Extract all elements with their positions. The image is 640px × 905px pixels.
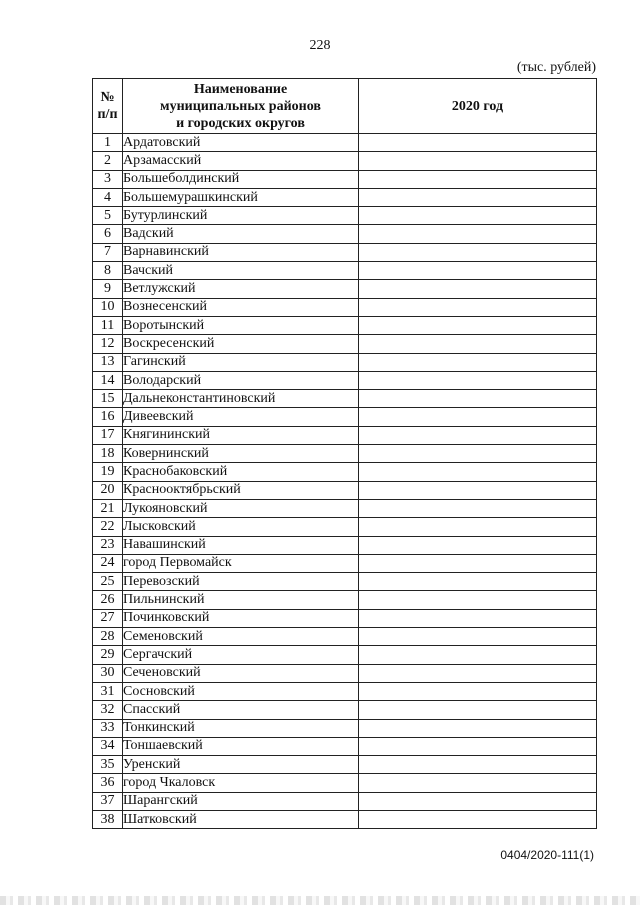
row-number: 35 bbox=[93, 756, 123, 774]
value-2020 bbox=[359, 774, 597, 792]
table-row bbox=[93, 499, 597, 517]
table-row bbox=[93, 152, 597, 170]
value-2020 bbox=[359, 646, 597, 664]
row-number: 26 bbox=[93, 591, 123, 609]
table-row bbox=[93, 207, 597, 225]
districts-table bbox=[92, 78, 597, 829]
value-2020 bbox=[359, 536, 597, 554]
value-2020 bbox=[359, 152, 597, 170]
value-2020 bbox=[359, 591, 597, 609]
value-2020 bbox=[359, 371, 597, 389]
district-name: Лукояновский bbox=[123, 499, 359, 517]
value-2020 bbox=[359, 188, 597, 206]
page-number: 228 bbox=[309, 38, 331, 53]
district-name: Шатковский bbox=[123, 810, 359, 828]
district-name: Семеновский bbox=[123, 628, 359, 646]
row-number: 36 bbox=[93, 774, 123, 792]
scan-edge bbox=[0, 896, 640, 905]
value-2020 bbox=[359, 335, 597, 353]
row-number: 19 bbox=[93, 463, 123, 481]
table-row bbox=[93, 225, 597, 243]
district-name: Краснобаковский bbox=[123, 463, 359, 481]
row-number: 7 bbox=[93, 243, 123, 261]
table-row bbox=[93, 682, 597, 700]
value-2020 bbox=[359, 426, 597, 444]
district-name: Сергачский bbox=[123, 646, 359, 664]
district-name: Гагинский bbox=[123, 353, 359, 371]
district-name: Сеченовский bbox=[123, 664, 359, 682]
value-2020 bbox=[359, 737, 597, 755]
row-number: 6 bbox=[93, 225, 123, 243]
row-number: 33 bbox=[93, 719, 123, 737]
row-number: 37 bbox=[93, 792, 123, 810]
row-number: 13 bbox=[93, 353, 123, 371]
table-row bbox=[93, 774, 597, 792]
table-row bbox=[93, 426, 597, 444]
row-number: 25 bbox=[93, 573, 123, 591]
district-name: Дальнеконстантиновский bbox=[123, 390, 359, 408]
table-row bbox=[93, 188, 597, 206]
table-row bbox=[93, 408, 597, 426]
header-num: № п/п bbox=[93, 79, 123, 134]
row-number: 27 bbox=[93, 609, 123, 627]
table-row bbox=[93, 445, 597, 463]
value-2020 bbox=[359, 664, 597, 682]
row-number: 31 bbox=[93, 682, 123, 700]
row-number: 18 bbox=[93, 445, 123, 463]
district-name: Воскресенский bbox=[123, 335, 359, 353]
district-name: Ветлужский bbox=[123, 280, 359, 298]
row-number: 32 bbox=[93, 701, 123, 719]
table-row bbox=[93, 591, 597, 609]
district-name: Шарангский bbox=[123, 792, 359, 810]
district-name: Лысковский bbox=[123, 518, 359, 536]
district-name: Воротынский bbox=[123, 316, 359, 334]
value-2020 bbox=[359, 792, 597, 810]
district-name: Бутурлинский bbox=[123, 207, 359, 225]
district-name: Пильнинский bbox=[123, 591, 359, 609]
table-row bbox=[93, 719, 597, 737]
value-2020 bbox=[359, 756, 597, 774]
value-2020 bbox=[359, 682, 597, 700]
district-name: Краснооктябрьский bbox=[123, 481, 359, 499]
table-row bbox=[93, 280, 597, 298]
table-row bbox=[93, 756, 597, 774]
row-number: 34 bbox=[93, 737, 123, 755]
row-number: 1 bbox=[93, 134, 123, 152]
district-name: Уренский bbox=[123, 756, 359, 774]
table-row bbox=[93, 298, 597, 316]
table-row bbox=[93, 536, 597, 554]
district-name: Сосновский bbox=[123, 682, 359, 700]
table-row bbox=[93, 792, 597, 810]
row-number: 2 bbox=[93, 152, 123, 170]
district-name: Вознесенский bbox=[123, 298, 359, 316]
district-name: Ковернинский bbox=[123, 445, 359, 463]
value-2020 bbox=[359, 518, 597, 536]
table-row bbox=[93, 518, 597, 536]
district-name: Тоншаевский bbox=[123, 737, 359, 755]
document-code: 0404/2020-111(1) bbox=[500, 848, 594, 862]
district-name: Арзамасский bbox=[123, 152, 359, 170]
value-2020 bbox=[359, 225, 597, 243]
row-number: 10 bbox=[93, 298, 123, 316]
table-header-row bbox=[93, 79, 597, 134]
table-row bbox=[93, 134, 597, 152]
row-number: 30 bbox=[93, 664, 123, 682]
table-row bbox=[93, 554, 597, 572]
value-2020 bbox=[359, 280, 597, 298]
table-row bbox=[93, 701, 597, 719]
header-year: 2020 год bbox=[359, 79, 597, 134]
table-row bbox=[93, 646, 597, 664]
value-2020 bbox=[359, 719, 597, 737]
row-number: 17 bbox=[93, 426, 123, 444]
district-name: город Чкаловск bbox=[123, 774, 359, 792]
district-name: Починковский bbox=[123, 609, 359, 627]
table-row bbox=[93, 316, 597, 334]
table-row bbox=[93, 737, 597, 755]
value-2020 bbox=[359, 243, 597, 261]
value-2020 bbox=[359, 134, 597, 152]
district-name: город Первомайск bbox=[123, 554, 359, 572]
district-name: Навашинский bbox=[123, 536, 359, 554]
table-row bbox=[93, 353, 597, 371]
table-row bbox=[93, 243, 597, 261]
district-name: Варнавинский bbox=[123, 243, 359, 261]
value-2020 bbox=[359, 810, 597, 828]
value-2020 bbox=[359, 298, 597, 316]
district-name: Княгининский bbox=[123, 426, 359, 444]
value-2020 bbox=[359, 554, 597, 572]
table-row bbox=[93, 463, 597, 481]
value-2020 bbox=[359, 463, 597, 481]
value-2020 bbox=[359, 262, 597, 280]
value-2020 bbox=[359, 701, 597, 719]
district-name: Вадский bbox=[123, 225, 359, 243]
district-name: Большемурашкинский bbox=[123, 188, 359, 206]
district-name: Спасский bbox=[123, 701, 359, 719]
row-number: 21 bbox=[93, 499, 123, 517]
table-row bbox=[93, 810, 597, 828]
value-2020 bbox=[359, 207, 597, 225]
table-row bbox=[93, 335, 597, 353]
row-number: 22 bbox=[93, 518, 123, 536]
district-name: Ардатовский bbox=[123, 134, 359, 152]
district-name: Володарский bbox=[123, 371, 359, 389]
table-row bbox=[93, 371, 597, 389]
table-row bbox=[93, 170, 597, 188]
value-2020 bbox=[359, 628, 597, 646]
row-number: 4 bbox=[93, 188, 123, 206]
row-number: 28 bbox=[93, 628, 123, 646]
row-number: 9 bbox=[93, 280, 123, 298]
row-number: 29 bbox=[93, 646, 123, 664]
value-2020 bbox=[359, 499, 597, 517]
value-2020 bbox=[359, 353, 597, 371]
row-number: 12 bbox=[93, 335, 123, 353]
table-row bbox=[93, 609, 597, 627]
table-row bbox=[93, 390, 597, 408]
row-number: 20 bbox=[93, 481, 123, 499]
header-name: Наименование муниципальных районов и городских округов bbox=[123, 79, 359, 134]
units-label: (тыс. рублей) bbox=[516, 60, 596, 75]
row-number: 3 bbox=[93, 170, 123, 188]
row-number: 5 bbox=[93, 207, 123, 225]
value-2020 bbox=[359, 170, 597, 188]
value-2020 bbox=[359, 445, 597, 463]
value-2020 bbox=[359, 316, 597, 334]
table-row bbox=[93, 481, 597, 499]
value-2020 bbox=[359, 408, 597, 426]
table-row bbox=[93, 262, 597, 280]
district-name: Тонкинский bbox=[123, 719, 359, 737]
value-2020 bbox=[359, 573, 597, 591]
row-number: 16 bbox=[93, 408, 123, 426]
value-2020 bbox=[359, 390, 597, 408]
district-name: Вачский bbox=[123, 262, 359, 280]
row-number: 14 bbox=[93, 371, 123, 389]
value-2020 bbox=[359, 609, 597, 627]
row-number: 24 bbox=[93, 554, 123, 572]
district-name: Перевозский bbox=[123, 573, 359, 591]
row-number: 23 bbox=[93, 536, 123, 554]
table-body bbox=[93, 134, 597, 829]
value-2020 bbox=[359, 481, 597, 499]
row-number: 15 bbox=[93, 390, 123, 408]
table-row bbox=[93, 573, 597, 591]
district-name: Дивеевский bbox=[123, 408, 359, 426]
row-number: 38 bbox=[93, 810, 123, 828]
row-number: 8 bbox=[93, 262, 123, 280]
table-row bbox=[93, 628, 597, 646]
table-row bbox=[93, 664, 597, 682]
district-name: Большеболдинский bbox=[123, 170, 359, 188]
row-number: 11 bbox=[93, 316, 123, 334]
